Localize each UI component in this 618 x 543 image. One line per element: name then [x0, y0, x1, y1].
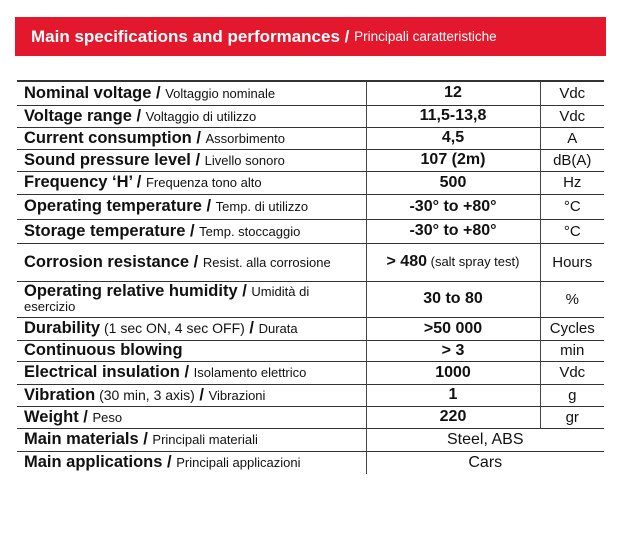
- spec-name-note: (30 min, 3 axis): [95, 386, 195, 403]
- spec-value-cell: [366, 384, 540, 406]
- spec-value: -30° to +80°: [409, 222, 497, 239]
- spec-separator: /: [189, 252, 203, 271]
- spec-value: 1000: [435, 363, 471, 381]
- spec-name-it: Voltaggio di utilizzo: [145, 108, 257, 124]
- spec-table: [17, 80, 604, 474]
- spec-value-cell: [366, 406, 540, 428]
- spec-name-cell: [17, 171, 366, 194]
- spec-name-en: Corrosion resistance: [24, 252, 190, 271]
- spec-name-cell: [17, 281, 366, 317]
- spec-value-wide: Steel, ABS: [366, 428, 604, 451]
- spec-row: [17, 81, 604, 105]
- spec-value: 1: [448, 386, 458, 403]
- spec-value-cell: [366, 194, 540, 219]
- spec-name-en: Operating temperature: [24, 197, 202, 215]
- spec-value: >50 000: [423, 319, 483, 337]
- spec-name-it: Durata: [258, 321, 298, 336]
- spec-unit: Vdc: [559, 84, 586, 102]
- spec-name-en: Main applications: [24, 453, 163, 472]
- spec-value-cell: [366, 281, 540, 317]
- spec-value-note: (salt spray test): [427, 254, 520, 269]
- header-separator: /: [339, 26, 355, 46]
- spec-row: [17, 281, 604, 317]
- spec-name-en: Storage temperature: [24, 221, 186, 240]
- spec-row: [17, 243, 604, 281]
- spec-unit: °C: [563, 198, 581, 215]
- spec-value: 12: [444, 84, 462, 102]
- spec-row: [17, 406, 604, 428]
- spec-name-en: Voltage range: [24, 106, 132, 125]
- spec-unit: %: [565, 290, 579, 308]
- spec-row: [17, 127, 604, 149]
- spec-name-it: Peso: [92, 409, 123, 425]
- spec-name-cell: [17, 105, 366, 127]
- spec-value: 220: [439, 408, 467, 425]
- spec-name-it: Vibrazioni: [208, 387, 266, 403]
- spec-name-en: Main materials: [24, 430, 139, 448]
- spec-value: -30° to +80°: [409, 197, 497, 215]
- spec-value: 30 to 80: [423, 290, 483, 307]
- spec-row-wide: [17, 428, 604, 451]
- spec-name-cell: [17, 340, 366, 361]
- spec-value-cell: [366, 105, 540, 127]
- spec-name-it: Temp. di utilizzo: [215, 199, 309, 214]
- spec-name-it: Principali applicazioni: [176, 455, 301, 471]
- spec-name-it: Livello sonoro: [204, 152, 285, 168]
- spec-row: [17, 361, 604, 384]
- spec-name-en: Nominal voltage: [24, 83, 152, 102]
- spec-value-cell: [366, 361, 540, 384]
- spec-name-cell: [17, 81, 366, 105]
- spec-unit: Vdc: [559, 364, 586, 381]
- spec-name-en: Current consumption: [24, 128, 192, 147]
- spec-name-it: Voltaggio nominale: [165, 85, 276, 101]
- header-title-en: Main specifications and performances: [31, 26, 340, 46]
- spec-name-cell: [17, 451, 366, 474]
- spec-value: 4,5: [441, 129, 465, 146]
- spec-separator: /: [191, 128, 206, 147]
- spec-value-cell: [366, 317, 540, 340]
- spec-separator: /: [162, 453, 177, 472]
- spec-name-it: Assorbimento: [205, 130, 285, 146]
- spec-separator: /: [132, 173, 146, 191]
- spec-name-note: (1 sec ON, 4 sec OFF): [100, 320, 245, 336]
- spec-unit: Hz: [563, 174, 582, 191]
- spec-unit: gr: [565, 408, 579, 426]
- spec-value-wide: Cars: [366, 451, 604, 474]
- spec-value: 107 (2m): [420, 151, 486, 168]
- spec-value-cell: [366, 81, 540, 105]
- spec-name-it: Umidità di esercizio: [24, 284, 310, 314]
- spec-value-cell: [366, 149, 540, 171]
- spec-separator: /: [138, 430, 153, 448]
- spec-name-cell: [17, 361, 366, 384]
- spec-row: [17, 149, 604, 171]
- spec-row: [17, 317, 604, 340]
- spec-separator: /: [201, 197, 216, 215]
- spec-unit: min: [560, 342, 585, 359]
- spec-value-cell: [366, 219, 540, 243]
- spec-name-it: Principali materiali: [152, 432, 258, 447]
- spec-name-cell: [17, 149, 366, 171]
- spec-value-cell: [366, 340, 540, 361]
- spec-separator: /: [185, 221, 200, 240]
- spec-separator: /: [237, 282, 252, 300]
- section-header-banner: [15, 17, 606, 56]
- spec-value-cell: [366, 243, 540, 281]
- spec-row-wide: [17, 451, 604, 474]
- spec-value: > 480: [386, 253, 427, 270]
- spec-unit: °C: [563, 222, 581, 240]
- spec-unit: A: [567, 129, 578, 147]
- spec-name-en: Vibration: [24, 385, 96, 404]
- spec-separator: /: [179, 363, 194, 381]
- spec-name-en: Sound pressure level: [24, 150, 191, 169]
- spec-separator: /: [151, 83, 166, 102]
- spec-name-it: Isolamento elettrico: [193, 365, 307, 380]
- spec-name-cell: [17, 384, 366, 406]
- spec-value-cell: [366, 171, 540, 194]
- spec-name-cell: [17, 194, 366, 219]
- spec-row: [17, 340, 604, 361]
- spec-name-en: Frequency ‘H’: [24, 173, 133, 191]
- spec-name-cell: [17, 406, 366, 428]
- spec-name-en: Continuous blowing: [24, 341, 183, 359]
- spec-row: [17, 171, 604, 194]
- spec-name-en: Durability: [24, 319, 101, 337]
- spec-separator: /: [78, 407, 93, 426]
- spec-name-cell: [17, 243, 366, 281]
- spec-name-it: Temp. stoccaggio: [199, 223, 301, 239]
- spec-name-en: Weight: [24, 407, 79, 426]
- spec-unit: Cycles: [549, 320, 595, 337]
- spec-separator: /: [131, 106, 146, 125]
- spec-value-cell: [366, 127, 540, 149]
- spec-row: [17, 105, 604, 127]
- spec-unit: g: [568, 386, 577, 404]
- spec-name-cell: [17, 428, 366, 451]
- spec-unit: dB(A): [553, 151, 592, 169]
- spec-name-cell: [17, 219, 366, 243]
- spec-row: [17, 194, 604, 219]
- spec-row: [17, 384, 604, 406]
- spec-value: 11,5-13,8: [419, 107, 487, 124]
- header-title-it: Principali caratteristiche: [354, 29, 497, 44]
- spec-separator: /: [190, 150, 205, 169]
- spec-row: [17, 219, 604, 243]
- spec-name-it: Frequenza tono alto: [145, 175, 262, 190]
- spec-name-it: Resist. alla corrosione: [202, 254, 331, 270]
- spec-value: 500: [439, 173, 467, 191]
- spec-separator: /: [194, 385, 209, 404]
- spec-value: > 3: [441, 341, 465, 359]
- spec-name-cell: [17, 317, 366, 340]
- spec-unit: Vdc: [559, 107, 586, 125]
- spec-name-en: Operating relative humidity: [24, 282, 238, 300]
- spec-separator: /: [244, 319, 259, 337]
- spec-name-cell: [17, 127, 366, 149]
- spec-unit: Hours: [552, 253, 593, 271]
- spec-name-en: Electrical insulation: [24, 363, 180, 381]
